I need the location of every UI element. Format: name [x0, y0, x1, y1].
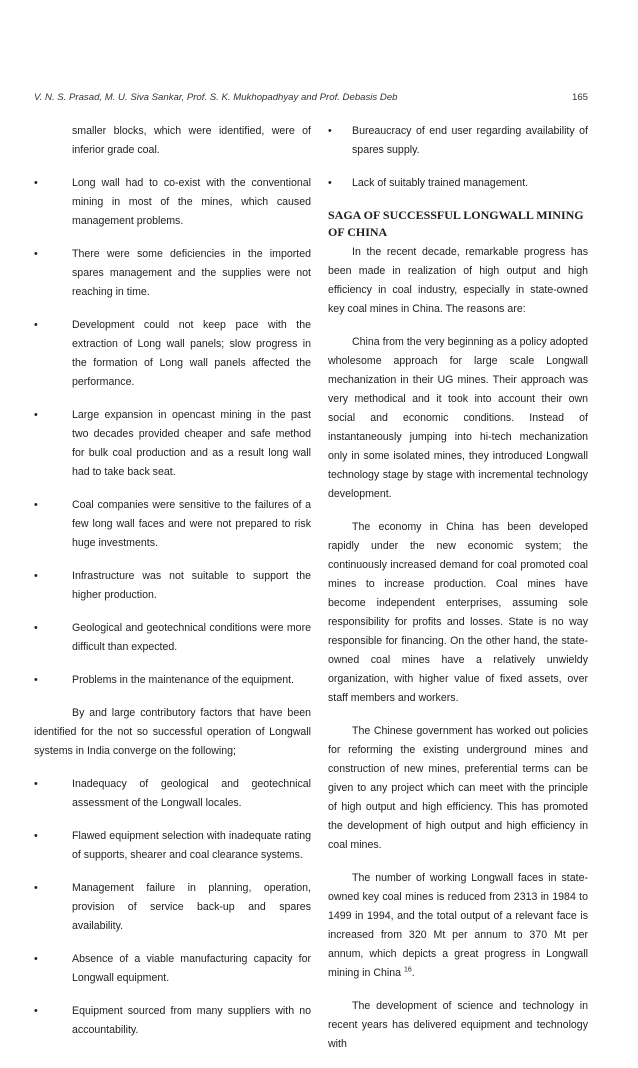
bullet-item: [34, 406, 311, 482]
bullet-icon: •: [328, 177, 332, 189]
bullet-text: Long wall had to co-exist with the conventional mining in most of the mines, which caused management problems.: [72, 177, 311, 227]
header-authors: V. N. S. Prasad, M. U. Siva Sankar, Prof. S. K. Mukhopadhyay and Prof. Debasis Deb: [34, 92, 398, 103]
bullet-text: Inadequacy of geological and geotechnical assessment of the Longwall locales.: [72, 778, 311, 809]
bullet-text: Coal companies were sensitive to the failures of a few long wall faces and were not prepared to risk huge investments.: [72, 499, 311, 549]
bullet-icon: •: [34, 882, 38, 894]
paragraph-end-period: .: [411, 967, 415, 979]
bullet-list-problems: [34, 174, 311, 690]
body-paragraph: In the recent decade, remarkable progress has been made in realization of high output and high efficiency in coal industry, especially in state-owned key coal mines in China. The reasons are:: [328, 246, 588, 315]
bullet-item: [34, 775, 311, 813]
bullet-icon: •: [34, 778, 38, 790]
bullet-text: There were some deficiencies in the imported spares management and the supplies were not reaching in time.: [72, 248, 311, 298]
paragraph-science-technology: The development of science and technology in recent years has delivered equipment and technology with: [328, 1000, 588, 1050]
bullet-text: Lack of suitably trained management.: [352, 177, 529, 189]
bullet-icon: •: [34, 570, 38, 582]
bullet-icon: •: [34, 674, 38, 686]
running-header: [34, 92, 588, 103]
bullet-item: [34, 671, 311, 690]
bullet-list-factors: [34, 775, 311, 1040]
bullet-item: [328, 122, 588, 160]
body-paragraph: The Chinese government has worked out policies for reforming the existing underground mines and construction of new mines, preferential terms can be given to any project which can meet with the principle of high output and high efficiency. This has promoted the development of high output and high efficiency in coal mines.: [328, 725, 588, 851]
bullet-item: [34, 827, 311, 865]
bullet-text: Problems in the maintenance of the equipment.: [72, 674, 295, 686]
bullet-icon: •: [34, 953, 38, 965]
bullet-text: Equipment sourced from many suppliers with no accountability.: [72, 1005, 311, 1036]
bullet-item: [34, 1002, 311, 1040]
bullet-icon: •: [34, 830, 38, 842]
bullet-text: Geological and geotechnical conditions were more difficult than expected.: [72, 622, 311, 653]
bullet-item: [34, 316, 311, 392]
section-heading: SAGA OF SUCCESSFUL LONGWALL MINING OF CHINA: [328, 208, 584, 239]
bullet-text: Absence of a viable manufacturing capacity for Longwall equipment.: [72, 953, 311, 984]
reference-marker: 16: [403, 966, 412, 974]
bullet-item: [34, 567, 311, 605]
bullet-item: [34, 619, 311, 657]
paragraph-longwall-faces: [328, 869, 588, 983]
bullet-item: [34, 496, 311, 553]
bullet-icon: •: [34, 319, 38, 331]
intro-paragraph: By and large contributory factors that have been identified for the not so successful operation of Longwall systems in India converge on the following;: [34, 707, 311, 757]
bullet-text: Flawed equipment selection with inadequate rating of supports, shearer and coal clearance systems.: [72, 830, 311, 861]
bullet-icon: •: [328, 125, 332, 137]
bullet-text: Management failure in planning, operation, provision of service back-up and spares availability.: [72, 882, 311, 932]
bullet-item: [34, 245, 311, 302]
bullet-icon: •: [34, 248, 38, 260]
bullet-icon: •: [34, 499, 38, 511]
bullet-item: [328, 174, 588, 193]
paragraph-longwall-faces-text: The number of working Longwall faces in state-owned key coal mines is reduced from 2313 in 1984 to 1499 in 1994, and the total output of a relevant face is increased from 320 Mt per annum to 370 Mt per annum, which depicts a great progress in Longwall mining in China: [328, 872, 588, 979]
page-number: 165: [571, 92, 588, 103]
bullet-icon: •: [34, 622, 38, 634]
bullet-item: [34, 950, 311, 988]
bullet-list-right: [328, 122, 588, 193]
bullet-text: Bureaucracy of end user regarding availability of spares supply.: [352, 125, 588, 156]
bullet-icon: •: [34, 1005, 38, 1017]
continuation-text: smaller blocks, which were identified, were of inferior grade coal.: [72, 125, 311, 156]
body-paragraph: China from the very beginning as a policy adopted wholesome approach for large scale Longwall mechanization in their UG mines. Their approach was very methodical and it took into account their own social and economic conditions. Instead of instantaneously jumping into hi-tech mechanization only in some isolated mines, they introduced Longwall technology stage by stage with incremental technology development.: [328, 336, 588, 500]
china-paragraphs: [328, 243, 588, 855]
right-column: [328, 122, 588, 1068]
bullet-item: [34, 174, 311, 231]
bullet-text: Large expansion in opencast mining in the past two decades provided cheaper and safe method for bulk coal production and as a result long wall had to take back seat.: [72, 409, 311, 478]
bullet-text: Development could not keep pace with the extraction of Long wall panels; slow progress in the formation of Long wall panels affected the performance.: [72, 319, 311, 388]
bullet-text: Infrastructure was not suitable to support the higher production.: [72, 570, 311, 601]
body-paragraph: The economy in China has been developed rapidly under the new economic system; the continuously increased demand for coal promoted coal mines to increase production. Coal mines have become independent enterprises, assuming sole responsibility for profits and losses. State is no way responsible for financing. On the other hand, the state-owned coal mines have a relatively unwieldy organization, with higher value of fixed assets, over staff members and workers.: [328, 521, 588, 704]
bullet-item: [34, 879, 311, 936]
bullet-icon: •: [34, 409, 38, 421]
left-column: [34, 122, 311, 1054]
bullet-icon: •: [34, 177, 38, 189]
